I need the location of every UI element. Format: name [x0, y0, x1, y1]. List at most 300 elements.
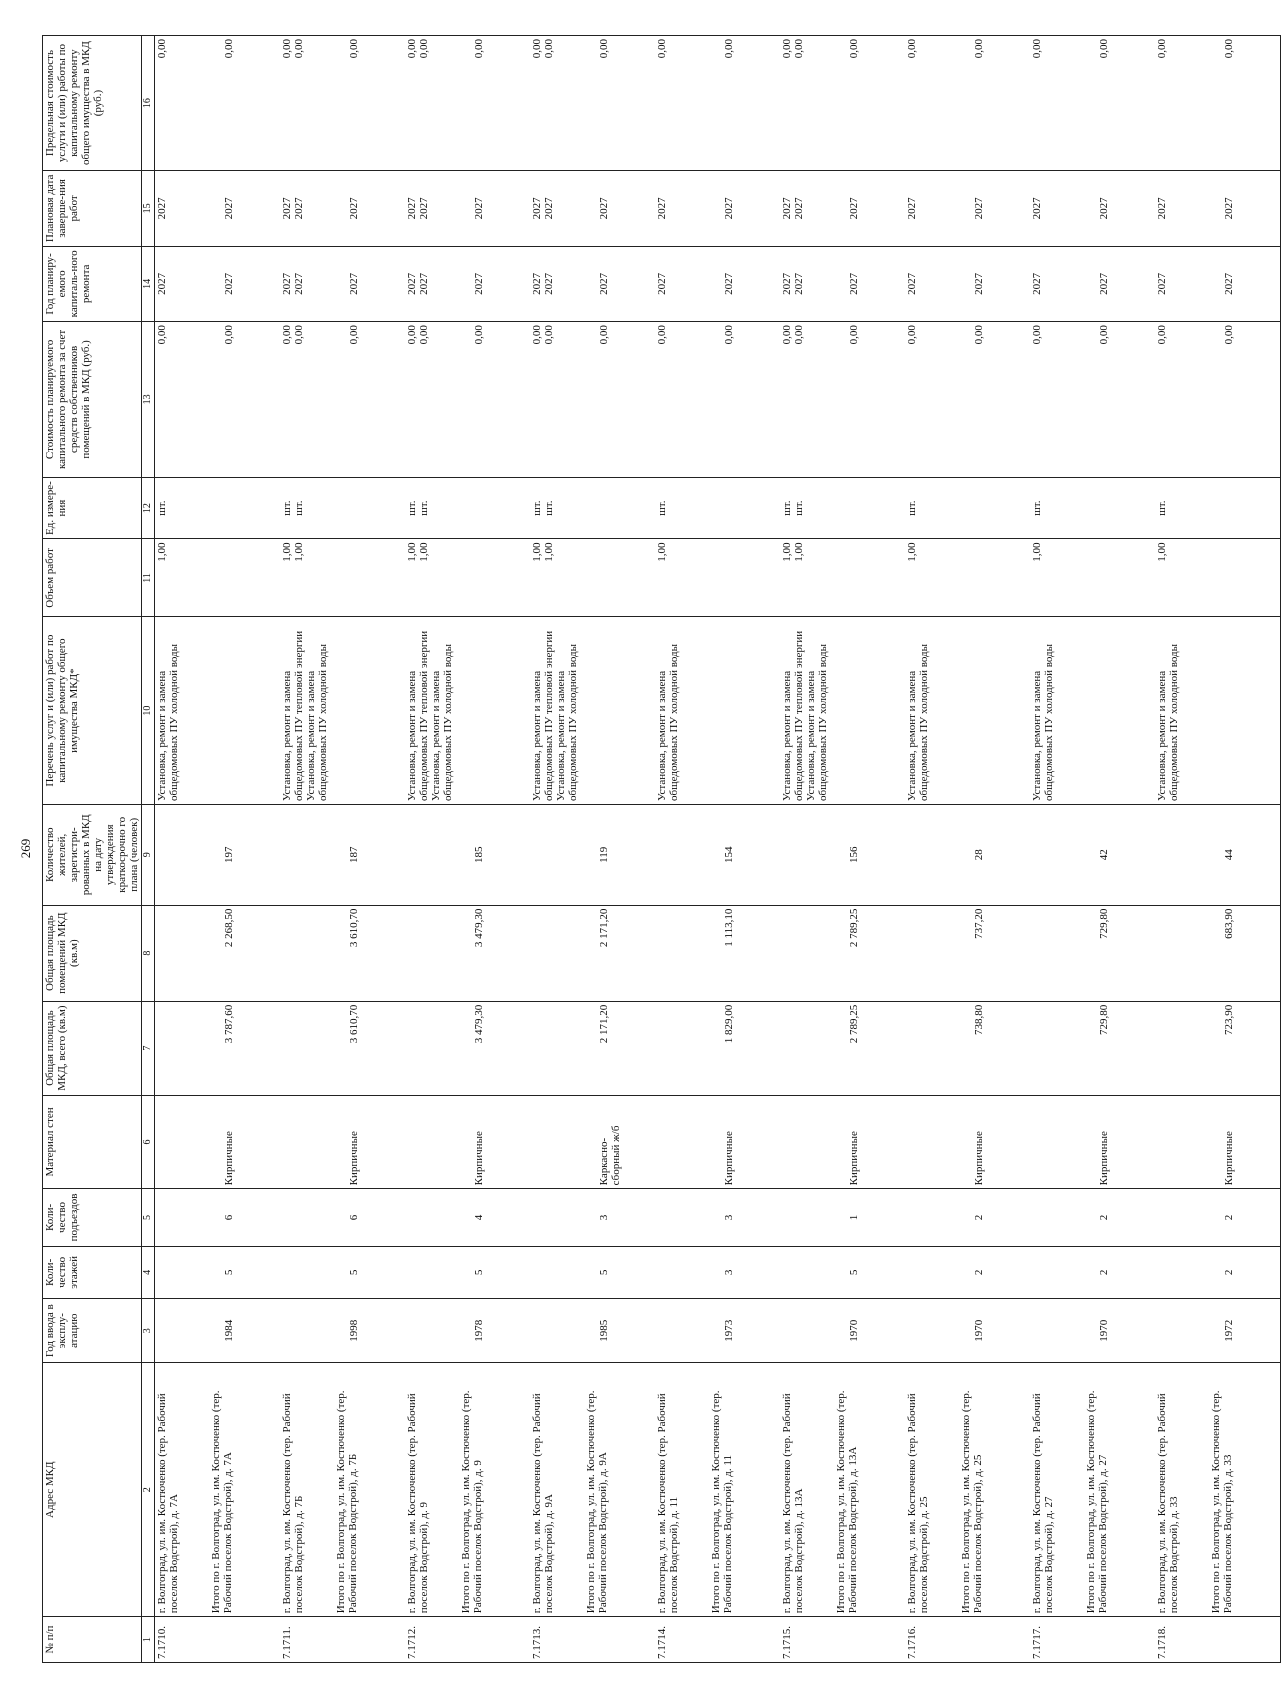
- table-cell: [584, 617, 655, 805]
- table-cell: г. Волгоград, ул. им. Костюченко (тер. Рабочий поселок Водстрой), д. 25: [905, 1363, 959, 1617]
- table-cell: 0,00: [209, 322, 280, 478]
- table-cell: 3: [709, 1246, 780, 1299]
- table-cell: 0,00: [155, 322, 210, 478]
- table-cell: [655, 1095, 709, 1189]
- table-cell: 28: [959, 804, 1030, 905]
- table-cell: 6: [334, 1189, 405, 1246]
- table-cell: Каркасно-сборный ж/б: [584, 1095, 655, 1189]
- column-number-4: 4: [142, 1246, 155, 1299]
- table-cell: [905, 1001, 959, 1095]
- table-cell: [780, 804, 834, 905]
- column-header-6: Материал стен: [43, 1095, 142, 1189]
- table-cell: [1030, 1189, 1084, 1246]
- table-cell: 0,00: [834, 322, 905, 478]
- column-number-1: 1: [142, 1617, 155, 1663]
- table-row: [905, 36, 959, 1663]
- table-cell: шт.: [1155, 477, 1209, 539]
- table-cell: [405, 804, 459, 905]
- table-cell: 2027: [209, 171, 280, 247]
- table-cell: 0,00: [155, 36, 210, 171]
- table-cell: 2027: [209, 246, 280, 322]
- table-row-total: [959, 36, 1030, 1663]
- table-cell: 7.1711.: [280, 1617, 334, 1663]
- table-cell: г. Волгоград, ул. им. Костюченко (тер. Рабочий поселок Водстрой), д. 27: [1030, 1363, 1084, 1617]
- table-cell: 119: [584, 804, 655, 905]
- table-cell: 0,00 0,00: [530, 322, 584, 478]
- table-cell: 2: [1084, 1246, 1155, 1299]
- table-cell: [780, 1001, 834, 1095]
- table-cell: [1155, 905, 1209, 1001]
- table-cell: 1,00: [155, 539, 210, 617]
- table-cell: 0,00: [584, 322, 655, 478]
- table-cell: [530, 1299, 584, 1363]
- table-cell: 1,00 1,00: [780, 539, 834, 617]
- table-cell: [834, 617, 905, 805]
- table-cell: 0,00: [905, 36, 959, 171]
- table-cell: [905, 804, 959, 905]
- column-header-8: Общая площадь помещений МКД (кв.м): [43, 905, 142, 1001]
- table-cell: [905, 1095, 959, 1189]
- table-cell: шт.: [655, 477, 709, 539]
- table-cell: [209, 477, 280, 539]
- table-cell: 3 479,30: [459, 905, 530, 1001]
- table-cell: [1155, 1246, 1209, 1299]
- table-cell: шт. шт.: [780, 477, 834, 539]
- table-cell: Установка, ремонт и замена общедомовых ПУ холодной воды: [155, 617, 210, 805]
- table-cell: [1155, 1095, 1209, 1189]
- table-cell: [1209, 539, 1281, 617]
- table-cell: 7.1713.: [530, 1617, 584, 1663]
- table-cell: 156: [834, 804, 905, 905]
- capital-repair-table: [42, 35, 1281, 1663]
- table-cell: шт.: [1030, 477, 1084, 539]
- table-cell: Итого по г. Волгоград, ул. им. Костюченко (тер. Рабочий поселок Водстрой), д. 7Б: [334, 1363, 405, 1617]
- table-cell: 7.1717.: [1030, 1617, 1084, 1663]
- table-cell: 5: [209, 1246, 280, 1299]
- table-cell: 1,00 1,00: [280, 539, 334, 617]
- table-cell: [280, 1299, 334, 1363]
- table-cell: 7.1712.: [405, 1617, 459, 1663]
- table-cell: Кирпичные: [834, 1095, 905, 1189]
- table-cell: 2027 2027: [405, 246, 459, 322]
- table-cell: 2 789,25: [834, 1001, 905, 1095]
- table-cell: 2027: [709, 171, 780, 247]
- table-cell: [280, 1095, 334, 1189]
- table-cell: [405, 1246, 459, 1299]
- table-cell: 1: [834, 1189, 905, 1246]
- table-cell: 1998: [334, 1299, 405, 1363]
- table-cell: 0,00 0,00: [405, 322, 459, 478]
- table-cell: 3 479,30: [459, 1001, 530, 1095]
- table-cell: 0,00: [959, 36, 1030, 171]
- table-cell: [155, 905, 210, 1001]
- table-cell: 1,00: [1030, 539, 1084, 617]
- table-cell: г. Волгоград, ул. им. Костюченко (тер. Рабочий поселок Водстрой), д. 9А: [530, 1363, 584, 1617]
- table-cell: 2: [1084, 1189, 1155, 1246]
- table-cell: [780, 905, 834, 1001]
- table-cell: Кирпичные: [209, 1095, 280, 1189]
- table-cell: г. Волгоград, ул. им. Костюченко (тер. Рабочий поселок Водстрой), д. 11: [655, 1363, 709, 1617]
- table-cell: г. Волгоград, ул. им. Костюченко (тер. Рабочий поселок Водстрой), д. 33: [1155, 1363, 1209, 1617]
- table-cell: 0,00 0,00: [280, 322, 334, 478]
- table-cell: 2027: [959, 171, 1030, 247]
- table-cell: [1155, 1001, 1209, 1095]
- column-header-13: Стоимость планируемого капитального ремонта за счет средств собственников помещений в МКД (руб.): [43, 322, 142, 478]
- table-cell: 2027: [334, 171, 405, 247]
- table-cell: [280, 804, 334, 905]
- table-cell: [280, 1189, 334, 1246]
- table-row: [655, 36, 709, 1663]
- table-cell: [834, 539, 905, 617]
- table-cell: [655, 1001, 709, 1095]
- table-cell: г. Волгоград, ул. им. Костюченко (тер. Рабочий поселок Водстрой), д. 7Б: [280, 1363, 334, 1617]
- table-cell: [959, 1617, 1030, 1663]
- table-cell: [1030, 1001, 1084, 1095]
- column-number-10: 10: [142, 617, 155, 805]
- column-number-9: 9: [142, 804, 155, 905]
- table-cell: [834, 477, 905, 539]
- table-cell: Итого по г. Волгоград, ул. им. Костюченко (тер. Рабочий поселок Водстрой), д. 33: [1209, 1363, 1281, 1617]
- table-cell: 0,00: [709, 322, 780, 478]
- table-cell: 197: [209, 804, 280, 905]
- table-cell: 1970: [834, 1299, 905, 1363]
- table-cell: 2027: [459, 171, 530, 247]
- table-cell: [530, 905, 584, 1001]
- table-row-total: [709, 36, 780, 1663]
- table-cell: Установка, ремонт и замена общедомовых ПУ тепловой энергии Установка, ремонт и замена общедомовых ПУ холодной воды: [780, 617, 834, 805]
- table-cell: 5: [584, 1246, 655, 1299]
- table-cell: 1,00: [905, 539, 959, 617]
- table-cell: 5: [334, 1246, 405, 1299]
- table-cell: Итого по г. Волгоград, ул. им. Костюченко (тер. Рабочий поселок Водстрой), д. 7А: [209, 1363, 280, 1617]
- column-header-3: Год ввода в эксплу-атацию: [43, 1299, 142, 1363]
- table-cell: 683,90: [1209, 905, 1281, 1001]
- table-cell: 0,00: [1155, 36, 1209, 171]
- column-number-15: 15: [142, 171, 155, 247]
- table-cell: [709, 477, 780, 539]
- table-cell: 5: [459, 1246, 530, 1299]
- table-cell: [655, 804, 709, 905]
- table-cell: [155, 1299, 210, 1363]
- column-number-12: 12: [142, 477, 155, 539]
- table-cell: 2 268,50: [209, 905, 280, 1001]
- column-number-row: [142, 36, 155, 1663]
- table-row: [530, 36, 584, 1663]
- column-header-10: Перечень услуг и (или) работ по капитальному ремонту общего имущества МКД*: [43, 617, 142, 805]
- table-cell: [334, 617, 405, 805]
- table-cell: [584, 539, 655, 617]
- table-cell: 0,00: [1209, 322, 1281, 478]
- table-cell: [530, 1095, 584, 1189]
- table-cell: 2027 2027: [780, 246, 834, 322]
- table-cell: 1985: [584, 1299, 655, 1363]
- table-cell: 1973: [709, 1299, 780, 1363]
- table-cell: Установка, ремонт и замена общедомовых ПУ холодной воды: [655, 617, 709, 805]
- table-cell: 0,00: [1084, 36, 1155, 171]
- table-cell: 2027: [155, 246, 210, 322]
- table-cell: 2027: [1209, 171, 1281, 247]
- table-cell: 2: [959, 1246, 1030, 1299]
- table-cell: 0,00 0,00: [405, 36, 459, 171]
- table-cell: Итого по г. Волгоград, ул. им. Костюченко (тер. Рабочий поселок Водстрой), д. 9А: [584, 1363, 655, 1617]
- table-cell: 0,00: [1155, 322, 1209, 478]
- table-cell: Кирпичные: [1209, 1095, 1281, 1189]
- table-cell: [209, 617, 280, 805]
- table-cell: 1,00: [1155, 539, 1209, 617]
- table-cell: [1209, 617, 1281, 805]
- table-row: [1155, 36, 1209, 1663]
- table-cell: Установка, ремонт и замена общедомовых ПУ холодной воды: [905, 617, 959, 805]
- table-cell: 3 610,70: [334, 1001, 405, 1095]
- page-number: 269: [18, 838, 33, 859]
- table-cell: 0,00 0,00: [280, 36, 334, 171]
- table-row-total: [1084, 36, 1155, 1663]
- table-cell: 2027 2027: [405, 171, 459, 247]
- table-cell: 0,00: [655, 322, 709, 478]
- table-cell: шт.: [155, 477, 210, 539]
- table-cell: 2027: [834, 171, 905, 247]
- table-cell: [280, 1001, 334, 1095]
- table-row: [155, 36, 210, 1663]
- table-cell: 2027: [834, 246, 905, 322]
- column-number-11: 11: [142, 539, 155, 617]
- column-header-15: Плановая дата заверше-ния работ: [43, 171, 142, 247]
- table-cell: 2027: [1155, 171, 1209, 247]
- table-cell: 1 113,10: [709, 905, 780, 1001]
- table-cell: 1,00 1,00: [530, 539, 584, 617]
- table-cell: [834, 1617, 905, 1663]
- table-cell: [780, 1299, 834, 1363]
- table-cell: [905, 1246, 959, 1299]
- table-cell: [209, 539, 280, 617]
- table-cell: 7.1710.: [155, 1617, 210, 1663]
- table-cell: 2027 2027: [530, 171, 584, 247]
- table-cell: 4: [459, 1189, 530, 1246]
- table-cell: [155, 1189, 210, 1246]
- column-number-13: 13: [142, 322, 155, 478]
- table-cell: 3 787,60: [209, 1001, 280, 1095]
- table-cell: Итого по г. Волгоград, ул. им. Костюченко (тер. Рабочий поселок Водстрой), д. 11: [709, 1363, 780, 1617]
- table-cell: 2 171,20: [584, 1001, 655, 1095]
- table-cell: 0,00: [459, 322, 530, 478]
- table-cell: [459, 617, 530, 805]
- table-cell: 3: [709, 1189, 780, 1246]
- table-cell: [780, 1246, 834, 1299]
- table-row-total: [209, 36, 280, 1663]
- table-cell: Кирпичные: [1084, 1095, 1155, 1189]
- table-row: [780, 36, 834, 1663]
- table-cell: Установка, ремонт и замена общедомовых ПУ тепловой энергии Установка, ремонт и замена общедомовых ПУ холодной воды: [280, 617, 334, 805]
- table-cell: Кирпичные: [959, 1095, 1030, 1189]
- table-cell: 738,80: [959, 1001, 1030, 1095]
- table-cell: [655, 905, 709, 1001]
- table-cell: Установка, ремонт и замена общедомовых ПУ холодной воды: [1155, 617, 1209, 805]
- table-cell: 1970: [1084, 1299, 1155, 1363]
- table-row: [280, 36, 334, 1663]
- table-cell: [905, 1189, 959, 1246]
- table-cell: шт. шт.: [405, 477, 459, 539]
- table-cell: [1030, 1246, 1084, 1299]
- table-cell: 1984: [209, 1299, 280, 1363]
- table-cell: [1084, 1617, 1155, 1663]
- table-cell: 1972: [1209, 1299, 1281, 1363]
- table-cell: 7.1714.: [655, 1617, 709, 1663]
- table-cell: 0,00 0,00: [780, 322, 834, 478]
- table-cell: 42: [1084, 804, 1155, 905]
- column-number-3: 3: [142, 1299, 155, 1363]
- table-cell: 0,00: [905, 322, 959, 478]
- table-cell: 2027 2027: [530, 246, 584, 322]
- table-cell: [584, 477, 655, 539]
- table-cell: [459, 1617, 530, 1663]
- table-cell: [405, 905, 459, 1001]
- table-cell: [405, 1001, 459, 1095]
- column-number-7: 7: [142, 1001, 155, 1095]
- table-cell: 0,00: [334, 322, 405, 478]
- table-cell: Итого по г. Волгоград, ул. им. Костюченко (тер. Рабочий поселок Водстрой), д. 25: [959, 1363, 1030, 1617]
- table-row: [1030, 36, 1084, 1663]
- table-cell: [905, 1299, 959, 1363]
- table-cell: 187: [334, 804, 405, 905]
- table-row-total: [334, 36, 405, 1663]
- table-cell: 2027: [155, 171, 210, 247]
- table-cell: [655, 1299, 709, 1363]
- table-cell: [334, 477, 405, 539]
- table-cell: [780, 1095, 834, 1189]
- table-cell: Установка, ремонт и замена общедомовых ПУ тепловой энергии Установка, ремонт и замена общедомовых ПУ холодной воды: [530, 617, 584, 805]
- table-cell: [1030, 1299, 1084, 1363]
- table-cell: 7.1716.: [905, 1617, 959, 1663]
- table-cell: 0,00: [655, 36, 709, 171]
- table-cell: 1970: [959, 1299, 1030, 1363]
- table-cell: 729,80: [1084, 905, 1155, 1001]
- table-cell: [709, 1617, 780, 1663]
- table-cell: 0,00: [1030, 36, 1084, 171]
- table-cell: 2027: [1030, 246, 1084, 322]
- table-cell: 0,00: [1084, 322, 1155, 478]
- table-cell: [1155, 1189, 1209, 1246]
- table-cell: 2027 2027: [280, 246, 334, 322]
- table-cell: г. Волгоград, ул. им. Костюченко (тер. Рабочий поселок Водстрой), д. 7А: [155, 1363, 210, 1617]
- table-cell: Итого по г. Волгоград, ул. им. Костюченко (тер. Рабочий поселок Водстрой), д. 9: [459, 1363, 530, 1617]
- table-cell: шт. шт.: [530, 477, 584, 539]
- table-cell: Кирпичные: [709, 1095, 780, 1189]
- table-cell: [1155, 804, 1209, 905]
- table-cell: 44: [1209, 804, 1281, 905]
- table-cell: 0,00 0,00: [530, 36, 584, 171]
- table-row-total: [834, 36, 905, 1663]
- column-header-9: Количество жителей, зарегистри-рованных в МКД на дату утверждения краткосрочно го плана (человек): [43, 804, 142, 905]
- table-cell: 737,20: [959, 905, 1030, 1001]
- column-number-2: 2: [142, 1363, 155, 1617]
- table-cell: Кирпичные: [334, 1095, 405, 1189]
- column-header-2: Адрес МКД: [43, 1363, 142, 1617]
- table-cell: [709, 617, 780, 805]
- table-cell: [655, 1246, 709, 1299]
- table-cell: [155, 804, 210, 905]
- table-row-total: [1209, 36, 1281, 1663]
- table-cell: 2 171,20: [584, 905, 655, 1001]
- column-header-11: Объем работ: [43, 539, 142, 617]
- table-cell: [405, 1299, 459, 1363]
- table-cell: 1,00 1,00: [405, 539, 459, 617]
- column-header-1: № п/п: [43, 1617, 142, 1663]
- table-cell: Установка, ремонт и замена общедомовых ПУ холодной воды: [1030, 617, 1084, 805]
- table-cell: 2027: [584, 171, 655, 247]
- table-cell: [334, 1617, 405, 1663]
- table-cell: [280, 905, 334, 1001]
- table-cell: 154: [709, 804, 780, 905]
- table-cell: [1084, 539, 1155, 617]
- table-cell: [1155, 1299, 1209, 1363]
- table-cell: 2027: [1084, 171, 1155, 247]
- table-row-total: [584, 36, 655, 1663]
- table-cell: [405, 1189, 459, 1246]
- table-cell: 2027 2027: [280, 171, 334, 247]
- table-cell: 2: [959, 1189, 1030, 1246]
- table-cell: 6: [209, 1189, 280, 1246]
- table-cell: 2027: [709, 246, 780, 322]
- table-cell: 0,00: [584, 36, 655, 171]
- table-cell: 3: [584, 1189, 655, 1246]
- table-cell: 2027 2027: [780, 171, 834, 247]
- table-cell: [1084, 617, 1155, 805]
- table-cell: 0,00 0,00: [780, 36, 834, 171]
- table-cell: [1030, 804, 1084, 905]
- table-cell: [459, 539, 530, 617]
- table-cell: 2027: [584, 246, 655, 322]
- table-cell: 723,90: [1209, 1001, 1281, 1095]
- table-cell: [405, 1095, 459, 1189]
- table-cell: [155, 1095, 210, 1189]
- table-cell: [530, 1246, 584, 1299]
- table-cell: 2027: [459, 246, 530, 322]
- table-cell: г. Волгоград, ул. им. Костюченко (тер. Рабочий поселок Водстрой), д. 9: [405, 1363, 459, 1617]
- table-cell: [1209, 477, 1281, 539]
- table-cell: [530, 804, 584, 905]
- table-cell: [334, 539, 405, 617]
- table-cell: 2027: [1155, 246, 1209, 322]
- table-cell: 2: [1209, 1246, 1281, 1299]
- table-cell: 185: [459, 804, 530, 905]
- table-cell: 1 829,00: [709, 1001, 780, 1095]
- column-number-16: 16: [142, 36, 155, 171]
- table-cell: 0,00: [1030, 322, 1084, 478]
- table-cell: г. Волгоград, ул. им. Костюченко (тер. Рабочий поселок Водстрой), д. 13А: [780, 1363, 834, 1617]
- table-cell: [530, 1189, 584, 1246]
- table-cell: 7.1718.: [1155, 1617, 1209, 1663]
- table-cell: 0,00: [709, 36, 780, 171]
- table-cell: 0,00: [834, 36, 905, 171]
- column-number-6: 6: [142, 1095, 155, 1189]
- table-cell: 3 610,70: [334, 905, 405, 1001]
- table-cell: 2027: [655, 246, 709, 322]
- column-header-14: Год планиру-емого капиталь-ного ремонта: [43, 246, 142, 322]
- column-number-5: 5: [142, 1189, 155, 1246]
- table-cell: 2027: [959, 246, 1030, 322]
- table-cell: шт. шт.: [280, 477, 334, 539]
- table-header-row: [43, 36, 142, 1663]
- column-header-7: Общая площадь МКД, всего (кв.м): [43, 1001, 142, 1095]
- table-cell: [155, 1001, 210, 1095]
- table-cell: шт.: [905, 477, 959, 539]
- table-cell: 2027: [655, 171, 709, 247]
- column-number-8: 8: [142, 905, 155, 1001]
- table-cell: [459, 477, 530, 539]
- table-cell: [280, 1246, 334, 1299]
- table-cell: 2027: [1209, 246, 1281, 322]
- table-row-total: [459, 36, 530, 1663]
